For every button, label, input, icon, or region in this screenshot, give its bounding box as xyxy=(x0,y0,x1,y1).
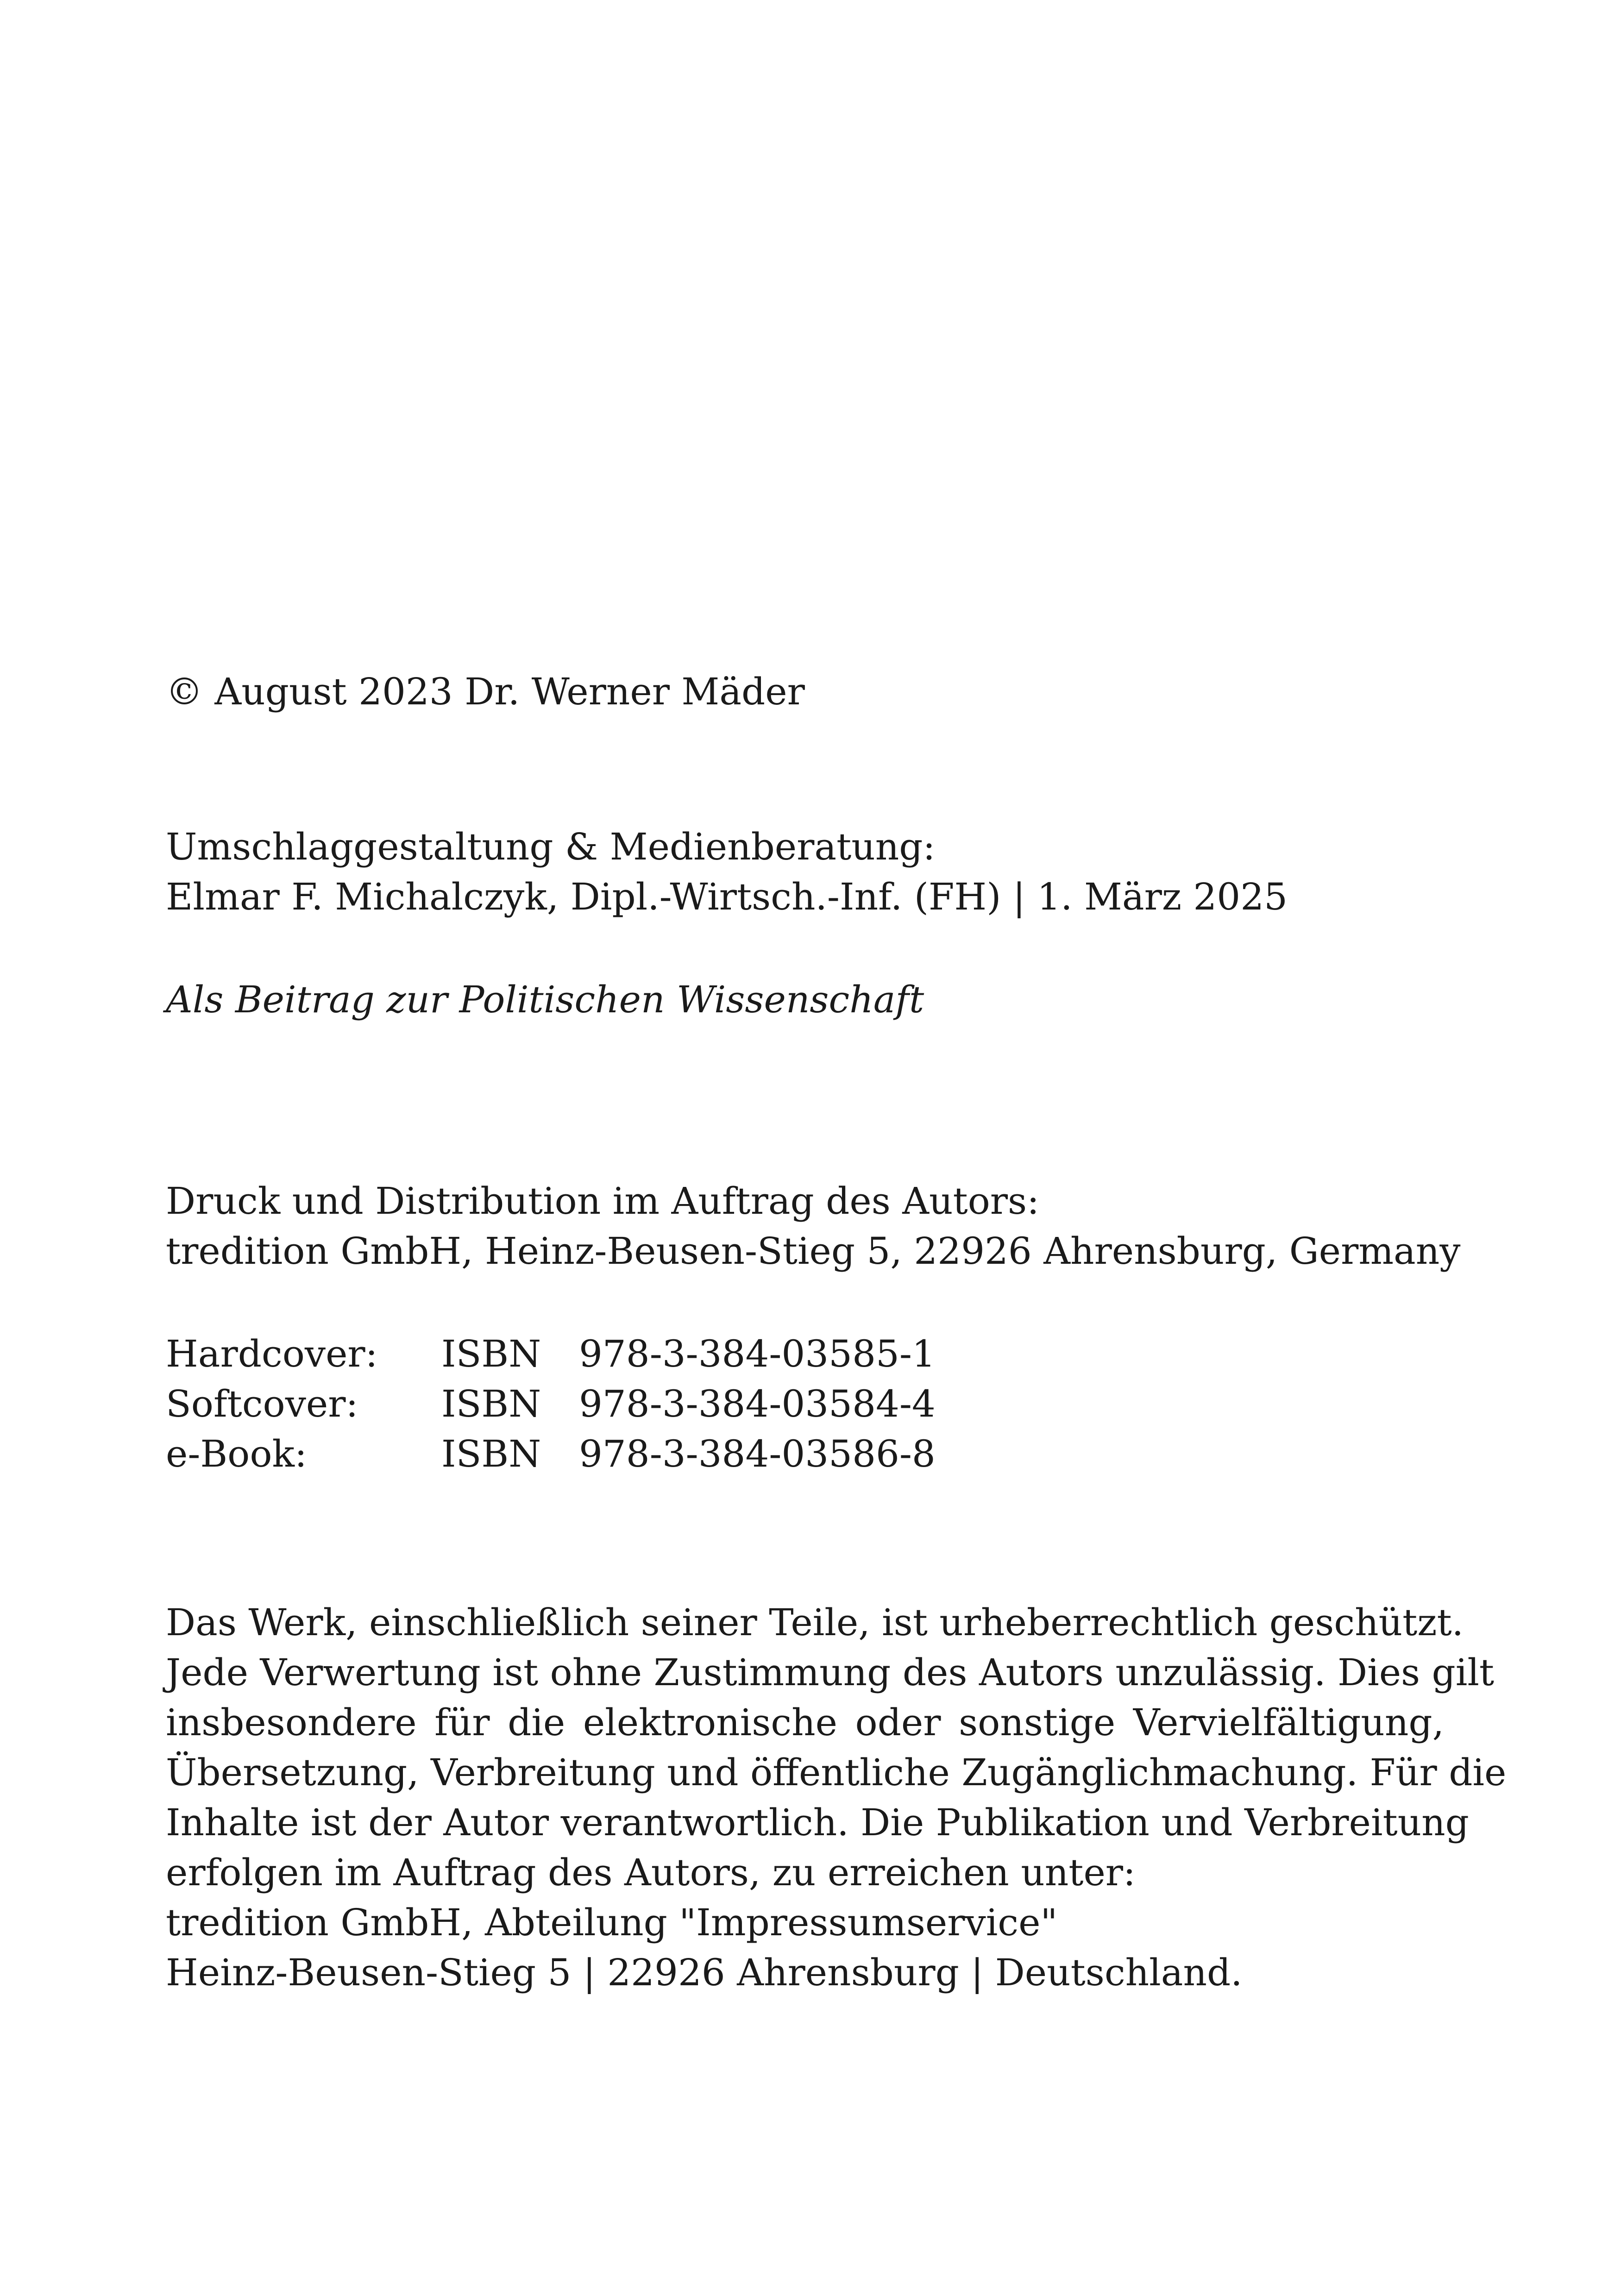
cover-design-person: Elmar F. Michalczyk, Dipl.-Wirtsch.-Inf. (FH) | 1. März 2025 xyxy=(166,875,1288,918)
isbn-format: e-Book: xyxy=(166,1432,307,1475)
isbn-kind: ISBN xyxy=(441,1382,541,1425)
legal-notice xyxy=(166,1598,1507,1998)
isbn-format: Softcover: xyxy=(166,1382,358,1425)
copyright-line: © August 2023 Dr. Werner Mäder xyxy=(166,670,805,713)
legal-line: Das Werk, einschließlich seiner Teile, ist urheberrechtlich geschützt. xyxy=(166,1601,1464,1644)
legal-contact-address: Heinz-Beusen-Stieg 5 | 22926 Ahrensburg | Deutschland. xyxy=(166,1951,1243,1994)
isbn-number: 978-3-384-03586-8 xyxy=(579,1432,936,1475)
legal-line: Jede Verwertung ist ohne Zustimmung des Autors unzulässig. Dies gilt xyxy=(166,1651,1495,1694)
isbn-number: 978-3-384-03585-1 xyxy=(579,1332,936,1375)
distribution-heading: Druck und Distribution im Auftrag des Autors: xyxy=(166,1179,1040,1223)
legal-line: erfolgen im Auftrag des Autors, zu erreichen unter: xyxy=(166,1851,1136,1894)
legal-line: Inhalte ist der Autor verantwortlich. Die Publikation und Verbreitung xyxy=(166,1801,1469,1844)
legal-line: Übersetzung, Verbreitung und öffentliche Zugänglichmachung. Für die xyxy=(166,1751,1507,1794)
cover-design-heading: Umschlaggestaltung & Medienberatung: xyxy=(166,825,936,868)
isbn-number: 978-3-384-03584-4 xyxy=(579,1382,936,1425)
isbn-kind: ISBN xyxy=(441,1432,541,1475)
legal-contact-company: tredition GmbH, Abteilung "Impressumservice" xyxy=(166,1901,1058,1944)
isbn-kind: ISBN xyxy=(441,1332,541,1375)
distribution-address: tredition GmbH, Heinz-Beusen-Stieg 5, 22926 Ahrensburg, Germany xyxy=(166,1230,1461,1273)
legal-line: insbesondere für die elektronische oder sonstige Vervielfältigung, xyxy=(166,1701,1444,1744)
contribution-note: Als Beitrag zur Politischen Wissenschaft xyxy=(166,978,924,1021)
isbn-format: Hardcover: xyxy=(166,1332,378,1375)
